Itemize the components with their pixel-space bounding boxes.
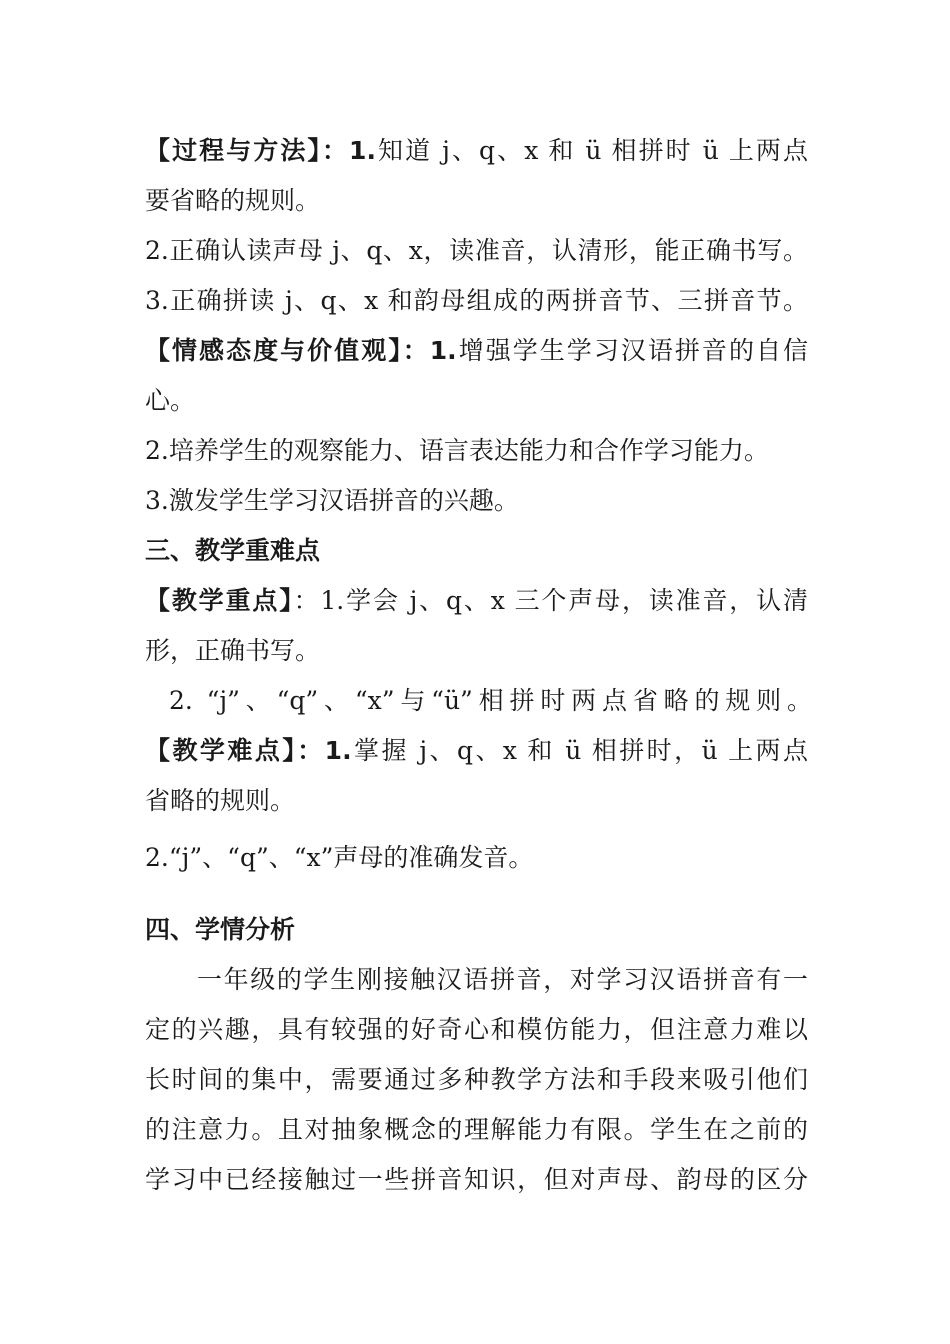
emotion-values-item-3: 3.激发学生学习汉语拼音的兴趣。 — [145, 486, 519, 515]
analysis-line-2: 定的兴趣，具有较强的好奇心和模仿能力，但注意力难以 — [145, 1015, 808, 1044]
analysis-line-3: 长时间的集中，需要通过多种教学方法和手段来吸引他们 — [145, 1065, 808, 1094]
emotion-values-item-2: 2.培养学生的观察能力、语言表达能力和合作学习能力。 — [145, 436, 769, 465]
teaching-difficulty-item-2: 2.“j”、“q”、“x”声母的准确发音。 — [145, 843, 534, 872]
teaching-key-line-2: 形，正确书写。 — [145, 636, 321, 665]
process-method-item-2: 2.正确认读声母 j、q、x，读准音，认清形，能正确书写。 — [145, 236, 808, 265]
section-3-heading: 三、教学重难点 — [145, 536, 321, 565]
analysis-line-4: 的注意力。且对抽象概念的理解能力有限。学生在之前的 — [145, 1115, 808, 1144]
teaching-difficulty-heading: 【教学难点】：1. — [145, 736, 352, 765]
teaching-difficulty-line-1: 【教学难点】：1.掌握 j、q、x 和 ü 相拼时，ü 上两点 — [145, 736, 808, 765]
process-method-line-1 — [145, 131, 808, 171]
process-method-item-3: 3.正确拼读 j、q、x 和韵母组成的两拼音节、三拼音节。 — [145, 286, 808, 315]
section-4-heading: 四、学情分析 — [145, 915, 296, 944]
analysis-line-5: 学习中已经接触过一些拼音知识，但对声母、韵母的区分 — [145, 1165, 808, 1194]
emotion-values-heading: 【情感态度与价值观】：1. — [145, 336, 457, 365]
teaching-key-line-1: 【教学重点】：1.学会 j、q、x 三个声母，读准音，认清 — [145, 586, 808, 615]
teaching-key-item-2: 2. “j”、“q”、“x”与“ü”相拼时两点省略的规则。 — [169, 686, 812, 715]
process-method-line-2: 要省略的规则。 — [145, 186, 321, 215]
teaching-difficulty-line-2: 省略的规则。 — [145, 786, 296, 815]
emotion-values-line-2: 心。 — [145, 386, 196, 415]
process-method-text: 知道 j、q、x 和 ü 相拼时 ü 上两点 — [375, 136, 808, 165]
process-method-heading: 【过程与方法】：1. — [145, 136, 376, 165]
analysis-line-1: 一年级的学生刚接触汉语拼音，对学习汉语拼音有一 — [197, 965, 808, 994]
emotion-values-line-1: 【情感态度与价值观】：1.增强学生学习汉语拼音的自信 — [145, 336, 808, 365]
teaching-key-heading: 【教学重点】 — [145, 586, 294, 615]
